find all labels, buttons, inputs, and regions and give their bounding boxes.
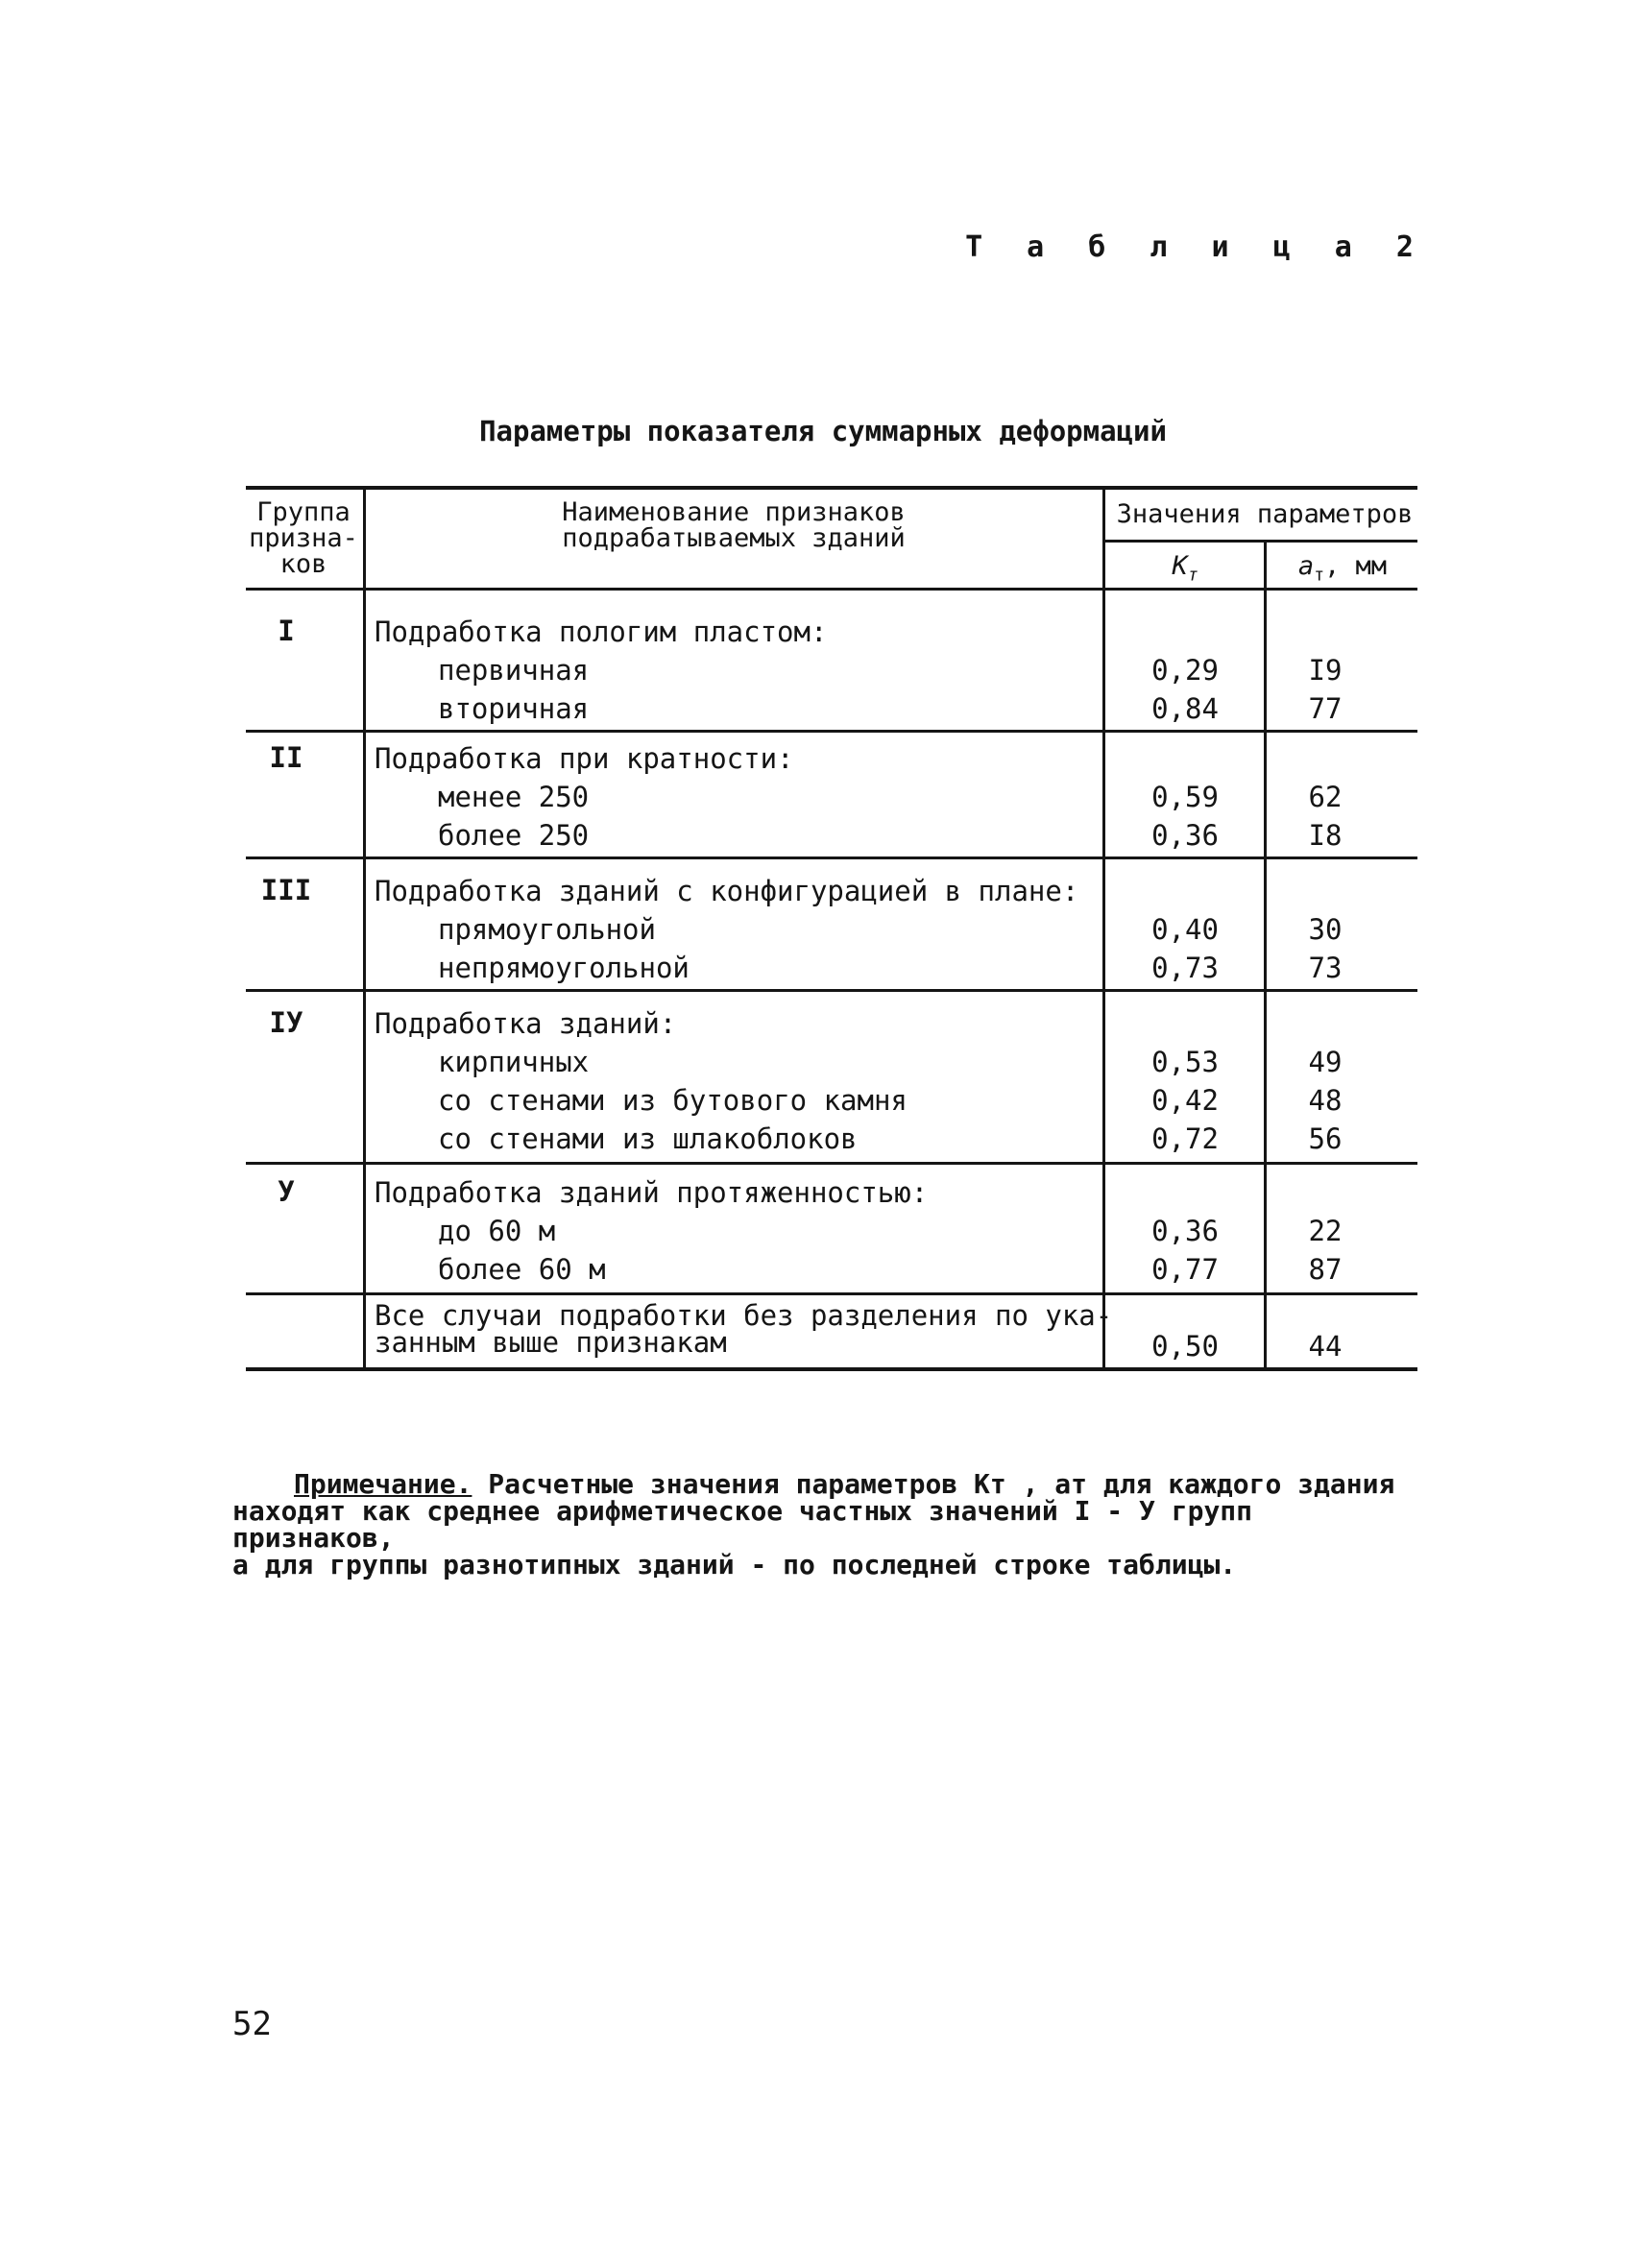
row-k-value: 0,77	[1151, 1253, 1219, 1286]
summary-line: занным выше признакам	[375, 1326, 727, 1359]
group-rule	[246, 989, 1417, 992]
summary-a-value: 44	[1308, 1330, 1343, 1363]
header-group-col	[248, 499, 359, 577]
row-label: кирпичных	[438, 1046, 590, 1078]
row-label: до 60 м	[438, 1215, 556, 1247]
row-label: со стенами из шлакоблоков	[438, 1122, 858, 1155]
header-group-line: призна-	[249, 523, 358, 553]
table-title: Параметры показателя суммарных деформаций	[479, 415, 1167, 447]
row-k-value: 0,36	[1151, 1215, 1219, 1247]
group-rule	[246, 857, 1417, 859]
header-name-line: подрабатываемых зданий	[562, 523, 906, 553]
header-name-col	[365, 499, 1102, 551]
table-number-label: Т а б л и ц а 2	[965, 230, 1427, 264]
header-values: Значения параметров	[1116, 499, 1414, 529]
group-rule	[246, 730, 1417, 733]
row-k-value: 0,84	[1151, 692, 1219, 725]
row-k-value: 0,72	[1151, 1122, 1219, 1155]
row-k-value: 0,42	[1151, 1084, 1219, 1117]
group-rule	[246, 1292, 1417, 1295]
row-label: со стенами из бутового камня	[438, 1084, 908, 1117]
note-line: находят как среднее арифметическое частных значений I - У групп признаков,	[232, 1495, 1253, 1554]
group-title: Подработка зданий с конфигурацией в плане:	[375, 875, 1079, 907]
row-a-value: 22	[1308, 1215, 1343, 1247]
row-k-value: 0,40	[1151, 913, 1219, 946]
row-k-value: 0,73	[1151, 952, 1219, 984]
note-line: а для группы разнотипных зданий - по последней строке таблицы.	[232, 1549, 1237, 1580]
group-title: Подработка пологим пластом:	[375, 615, 828, 648]
row-k-value: 0,29	[1151, 654, 1219, 687]
note-text: Расчетные значения параметров Kт , aт для каждого здания	[472, 1468, 1395, 1500]
note-label: Примечание.	[294, 1468, 472, 1500]
k-subscript: т	[1187, 565, 1198, 586]
group-number: У	[278, 1175, 295, 1208]
row-label: более 250	[438, 819, 590, 852]
header-k	[1106, 553, 1264, 588]
row-a-value: 49	[1308, 1046, 1343, 1078]
group-title: Подработка зданий протяженностью:	[375, 1176, 929, 1209]
table-bottom-rule	[246, 1367, 1417, 1371]
row-a-value: 56	[1308, 1122, 1343, 1155]
group-number: IУ	[269, 1006, 303, 1039]
summary-k-value: 0,50	[1151, 1330, 1219, 1363]
k-symbol: K	[1172, 551, 1188, 581]
group-number: II	[269, 741, 303, 774]
row-k-value: 0,53	[1151, 1046, 1219, 1078]
column-divider	[1264, 540, 1267, 1371]
header-bottom-rule	[246, 588, 1417, 591]
a-unit: , мм	[1324, 551, 1388, 581]
group-number: III	[260, 874, 312, 906]
group-title: Подработка при кратности:	[375, 742, 794, 775]
summary-line: Все случаи подработки без разделения по ука-	[375, 1299, 1113, 1332]
a-subscript: т	[1314, 565, 1325, 586]
column-divider	[1102, 486, 1105, 1371]
header-group-line: ков	[279, 549, 327, 579]
group-rule	[246, 1162, 1417, 1165]
header-group-line: Группа	[256, 497, 351, 527]
page-number: 52	[232, 2005, 272, 2043]
row-label: вторичная	[438, 692, 590, 725]
header-a	[1268, 553, 1417, 588]
row-a-value: I8	[1308, 819, 1343, 852]
row-a-value: 30	[1308, 913, 1343, 946]
column-divider	[363, 486, 366, 1371]
row-label: первичная	[438, 654, 590, 687]
row-a-value: 62	[1308, 781, 1343, 813]
group-title: Подработка зданий:	[375, 1007, 677, 1040]
row-a-value: 73	[1308, 952, 1343, 984]
header-name-line: Наименование признаков	[562, 497, 906, 527]
table-note	[232, 1468, 1414, 1580]
row-k-value: 0,36	[1151, 819, 1219, 852]
row-label: непрямоугольной	[438, 952, 690, 984]
values-sub-rule	[1102, 540, 1417, 543]
row-a-value: 77	[1308, 692, 1343, 725]
table-top-rule	[246, 486, 1417, 490]
note-line	[232, 1468, 1414, 1500]
row-k-value: 0,59	[1151, 781, 1219, 813]
group-number: I	[278, 615, 295, 647]
summary-row-label	[375, 1299, 1113, 1359]
row-label: более 60 м	[438, 1253, 606, 1286]
a-symbol: a	[1297, 551, 1315, 581]
row-a-value: 87	[1308, 1253, 1343, 1286]
row-label: прямоугольной	[438, 913, 656, 946]
row-a-value: I9	[1308, 654, 1343, 687]
row-a-value: 48	[1308, 1084, 1343, 1117]
row-label: менее 250	[438, 781, 590, 813]
